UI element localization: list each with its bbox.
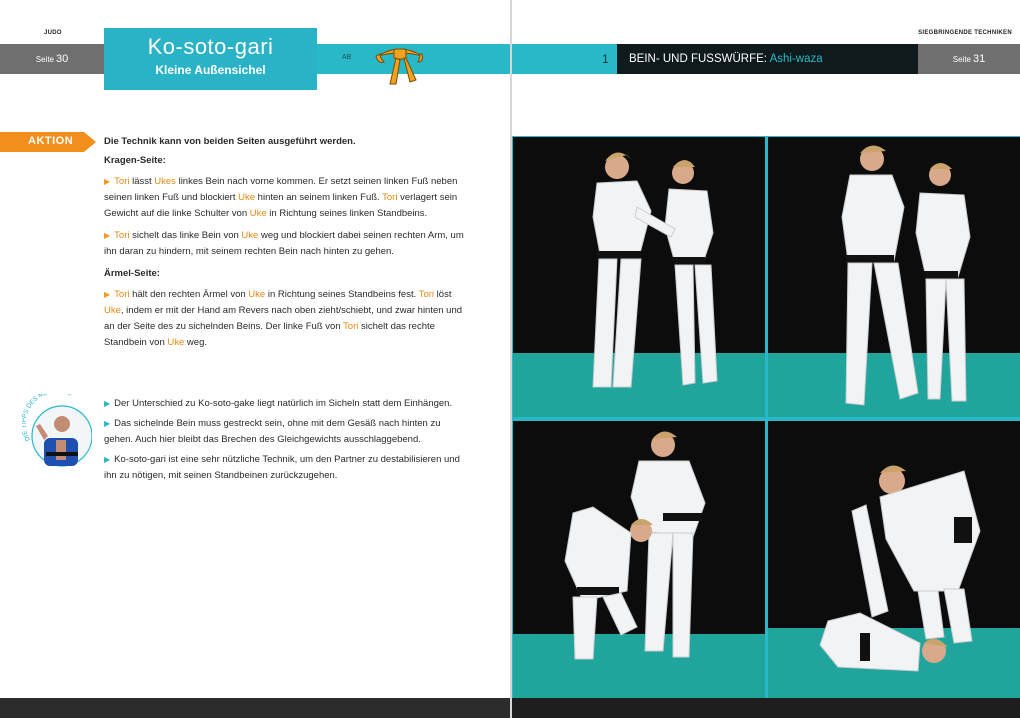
judoka-figures-1 (513, 137, 765, 417)
tip-arrow-icon: ▶ (104, 399, 111, 408)
bullet-arrow-icon: ▶ (104, 231, 111, 240)
belt-level-label: AB (342, 54, 352, 61)
tip-item: ▶ Das sichelnde Bein muss gestreckt sein, ohne mit dem Gesäß nach hinten zu gehen. Auch hier bleibt das Brechen des Gleichgewichts ausschlaggebend. (104, 418, 441, 445)
photo-step-2 (768, 137, 1020, 417)
page-number-left: Seite 30 (0, 44, 104, 74)
page-number-right: Seite 31 (918, 44, 1020, 74)
bullet-arrow-icon: ▶ (104, 290, 111, 299)
judoka-figures-4 (768, 421, 1020, 698)
photo-step-4 (768, 421, 1020, 698)
footer-strip-left (0, 698, 510, 718)
technique-subtitle: Kleine Außensichel (155, 63, 266, 77)
judoka-figures-2 (768, 137, 1020, 417)
photo-step-3 (513, 421, 765, 698)
bullet-arrow-icon: ▶ (104, 177, 111, 186)
orange-belt-icon (374, 40, 426, 88)
running-head-left: JUDO (44, 30, 62, 36)
photo-step-1 (513, 137, 765, 417)
sleeve-side-heading: Ärmel-Seite: (104, 268, 160, 279)
sleeve-side-item: ▶ Tori hält den rechten Ärmel von Uke in Richtung seines Standbeins fest. Tori löst Uke, indem er mit der Hand am Revers nach oben zieht/schiebt, und zwar hinten und an der Seite des zu sichelnden Beins. Der linke Fuß von Tori sichelt das rechte Standbein von Uke weg. (104, 289, 463, 348)
technique-title-box (104, 28, 317, 90)
chapter-title: BEIN- UND FUSSWÜRFE: (629, 53, 767, 65)
tip-item: ▶ Der Unterschied zu Ko-soto-gake liegt natürlich im Sicheln statt dem Einhängen. (104, 398, 453, 409)
collar-side-item: ▶ Tori sichelt das linke Bein von Uke weg und blockiert dabei seinen rechten Arm, um ihn daran zu hindern, mit seinem rechten Bein nach hinten zu gehen. (104, 230, 464, 257)
intro-text: Die Technik kann von beiden Seiten ausgeführt werden. (104, 136, 356, 147)
judoka-figures-3 (513, 421, 765, 698)
footer-strip-right (512, 698, 1020, 718)
action-tag (0, 132, 96, 152)
tips-badge (22, 394, 92, 470)
master-portrait-icon (22, 394, 92, 470)
tip-item: ▶ Ko-soto-gari ist eine sehr nützliche Technik, um den Partner zu destabilisieren und ihn zu nötigen, mit seinen Standbeinen zurückzugehen. (104, 454, 460, 481)
action-label: AKTION (28, 135, 74, 147)
technique-title: Ko-soto-gari (147, 34, 274, 59)
tips-list (104, 396, 468, 488)
tip-arrow-icon: ▶ (104, 455, 111, 464)
chapter-subtitle: Ashi-waza (769, 53, 823, 65)
chapter-number: 1 (602, 52, 609, 66)
collar-side-item: ▶ Tori lässt Ukes linkes Bein nach vorne kommen. Er setzt seinen linken Fuß neben seinen linken Fuß und blockiert Uke hinten an seinem linken Fuß. Tori verlagert sein Gewicht auf die linke Schulter von Uke in Richtung seines linken Standbeins. (104, 176, 458, 219)
tip-arrow-icon: ▶ (104, 419, 111, 428)
sleeve-side-list (104, 287, 468, 351)
chapter-title-bar (617, 44, 918, 74)
tips-badge-text: DIE S DES M (22, 394, 46, 443)
running-head-right: SIEGBRINGENDE TECHNIKEN (918, 30, 1012, 36)
technique-description (104, 134, 468, 357)
collar-side-heading: Kragen-Seite: (104, 155, 166, 166)
collar-side-list (104, 174, 468, 260)
